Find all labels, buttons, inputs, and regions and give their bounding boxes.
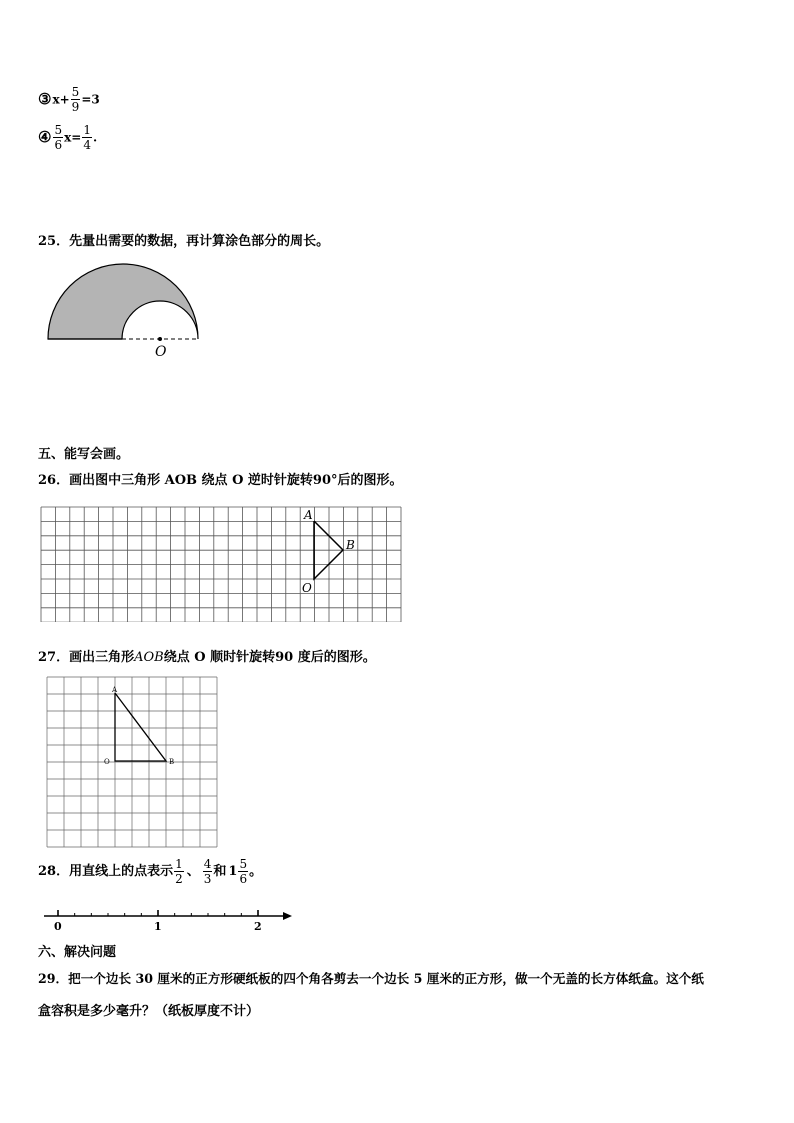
item-number: ④ xyxy=(38,128,52,146)
tick-label-0: 0 xyxy=(54,920,62,933)
equation-text: =3 xyxy=(81,92,100,107)
triangle-name: AOB xyxy=(134,650,164,665)
equation-4 xyxy=(38,124,97,151)
tick-label-1: 1 xyxy=(154,920,162,933)
fraction-2: $\frac{4}{3}$ xyxy=(203,857,212,886)
label-o: O xyxy=(155,344,167,360)
question-29-line-1: 29．把一个边长 30 厘米的正方形硬纸板的四个角各剪去一个边长 5 厘米的正方形，做一个无盖的长方体纸盒。这个纸 xyxy=(38,971,704,986)
fraction: $\frac{5}{6}$ xyxy=(54,123,63,152)
fraction-1: $\frac{1}{2}$ xyxy=(175,857,183,886)
equation-3 xyxy=(38,86,100,113)
rotation-grid-27 xyxy=(46,676,220,848)
question-26: 26．画出图中三角形 AOB 绕点 O 逆时针旋转90°后的图形。 xyxy=(38,473,403,488)
equation-text: x+ xyxy=(52,92,70,107)
question-29-line-2: 盒容积是多少毫升？（纸板厚度不计） xyxy=(38,1004,260,1019)
equation-text: . xyxy=(92,130,98,145)
question-25: 25．先量出需要的数据，再计算涂色部分的周长。 xyxy=(38,234,330,249)
question-27: 27．画出三角形AOB绕点 O 顺时针旋转90 度后的图形。 xyxy=(38,650,376,665)
tick-marks xyxy=(58,910,258,916)
question-28: 28．用直线上的点表示 $\frac{1}{2}$ 、 $\frac{4}{3}$ 和 1 $\frac{5}{6}$ 。 xyxy=(38,857,263,886)
fraction: $\frac{1}{4}$ xyxy=(83,123,91,152)
fraction-3: $\frac{5}{6}$ xyxy=(239,857,248,886)
tick-label-2: 2 xyxy=(254,920,262,933)
semicircle-figure xyxy=(40,258,210,368)
section-5-heading: 五、能写会画。 xyxy=(38,447,130,462)
grid-lines xyxy=(41,507,401,622)
number-line xyxy=(40,905,296,933)
label-b: B xyxy=(169,758,175,766)
grid-lines xyxy=(47,677,217,847)
fraction: $\frac{5}{9}$ xyxy=(71,85,80,114)
label-a: A xyxy=(112,686,118,694)
label-o: O xyxy=(104,758,110,766)
arrow-head xyxy=(283,912,292,920)
label-b: B xyxy=(346,538,355,552)
center-point xyxy=(158,337,162,341)
item-number: ③ xyxy=(38,90,52,108)
equation-text: x= xyxy=(64,130,82,145)
section-6-heading: 六、解决问题 xyxy=(38,945,117,960)
label-o: O xyxy=(302,581,312,595)
rotation-grid-26 xyxy=(40,506,402,622)
shaded-region xyxy=(48,264,198,339)
triangle-aob xyxy=(115,693,166,761)
label-a: A xyxy=(304,508,313,522)
